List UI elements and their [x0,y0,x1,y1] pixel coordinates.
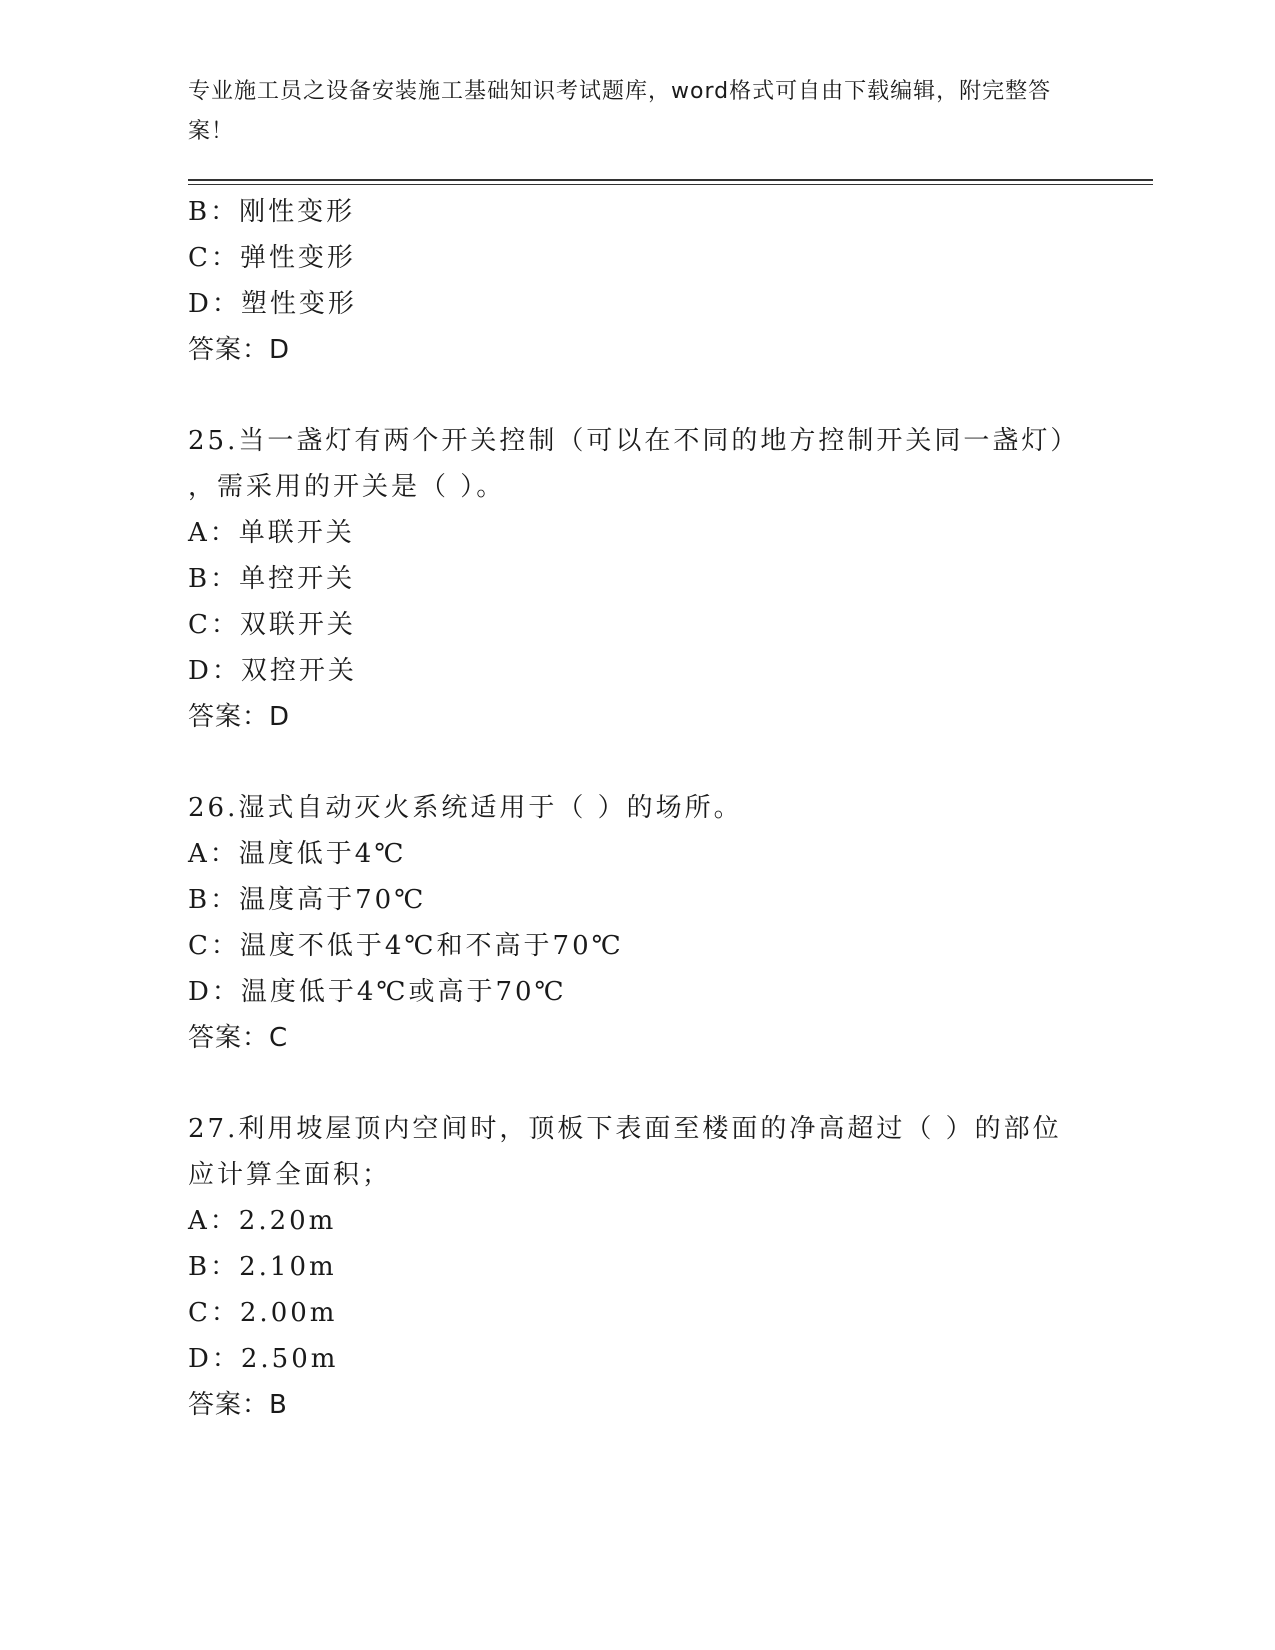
option-c: C：双联开关 [188,610,356,640]
question-26 [188,785,1088,1061]
option-a: A：单联开关 [188,518,355,548]
answer-line: 答案：C [188,1023,289,1053]
option-c: C：弹性变形 [188,243,356,273]
option-b: B：刚性变形 [188,197,356,227]
option-a: A：温度低于4℃ [188,839,407,869]
prev-question-block [188,189,1088,373]
document-body [188,189,1088,1428]
option-b: B：单控开关 [188,564,356,594]
option-c: C：温度不低于4℃和不高于70℃ [188,931,624,961]
question-text: 27.利用坡屋顶内空间时，顶板下表面至楼面的净高超过（ ）的部位 [188,1114,1062,1144]
option-d: D：温度低于4℃或高于70℃ [188,977,567,1007]
header-rule-thick [188,179,1153,181]
option-d: D：2.50m [188,1344,339,1374]
option-c: C：2.00m [188,1298,338,1328]
option-d: D：塑性变形 [188,289,357,319]
document-header: 专业施工员之设备安装施工基础知识考试题库，word格式可自由下载编辑，附完整答案！ [188,79,1052,144]
header-rule-thin [188,184,1153,185]
question-27 [188,1106,1088,1428]
question-text-cont: ，需采用的开关是（ ）。 [188,472,506,502]
question-text: 26.湿式自动灭火系统适用于（ ）的场所。 [188,793,743,823]
option-d: D：双控开关 [188,656,357,686]
answer-line: 答案：D [188,335,291,365]
question-25 [188,418,1088,740]
answer-line: 答案：D [188,702,291,732]
option-b: B：温度高于70℃ [188,885,427,915]
answer-line: 答案：B [188,1390,288,1420]
question-text: 25.当一盏灯有两个开关控制（可以在不同的地方控制开关同一盏灯） [188,426,1080,456]
option-b: B：2.10m [188,1252,337,1282]
question-text-cont: 应计算全面积； [188,1160,392,1190]
option-a: A：2.20m [188,1206,337,1236]
